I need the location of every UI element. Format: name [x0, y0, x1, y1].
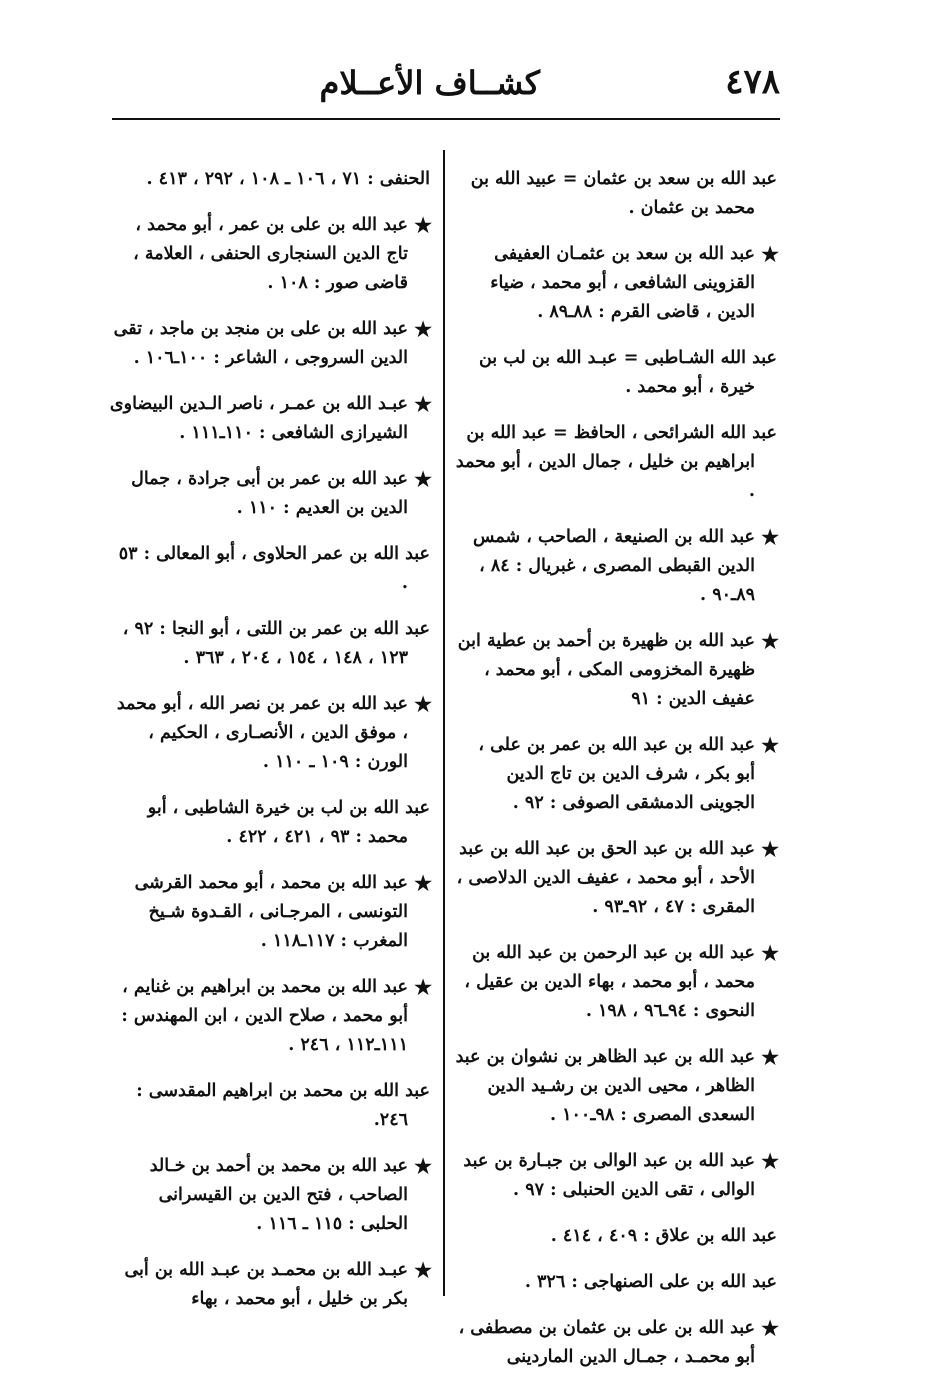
star-marker-icon: ★ [414, 1258, 432, 1282]
star-marker-icon: ★ [414, 467, 432, 491]
star-marker-icon: ★ [761, 1045, 779, 1069]
star-marker-icon: ★ [761, 941, 779, 965]
index-entry [108, 869, 430, 956]
page-header [100, 62, 780, 114]
index-entry-text: عبد الله بن على بن عثمان بن مصطفى ، أبو محمـد ، جمـال الدين الماردينى [458, 1318, 755, 1367]
index-entry-text: عبد الله بن سعد بن عثمان = عبيد الله بن محمد بن عثمان . [470, 169, 777, 218]
index-entry [455, 835, 777, 922]
index-entry-text: عبد الله بن الصنيعة ، الصاحب ، شمس الدين القبطى المصرى ، غبريال : ٨٤ ، ٨٩ـ٩٠ . [473, 527, 755, 605]
index-entry-text: عبد الله بن عبد الرحمن بن عبد الله بن محمد ، أبو محمد ، بهاء الدين بن عقيل ، النحوى : ٩٤ـ٩٦ ، ١٩٨ . [464, 943, 755, 1021]
index-entry-text: عبد الله بن عمر بن نصر الله ، أبو محمد ، موفق الدين ، الأنصـارى ، الحكيم ، الورن : ١٠٩ ـ ١١٠ . [116, 694, 408, 772]
index-entry [455, 731, 777, 818]
index-entry [455, 344, 777, 402]
index-entry-text: عبد الله بن عبد الله بن عمر بن على ، أبو بكر ، شرف الدين بن تاج الدين الجوينى الدمشقى الصوفى : ٩٢ . [478, 735, 755, 813]
index-entry [108, 615, 430, 673]
index-entry-text: عبد الله بن محمد ، أبو محمد القرشى التونسى ، المرجـانى ، القـدوة شـيخ المغرب : ١١٧ـ١١٨ . [134, 873, 408, 951]
index-entry-text: عبد الله بن عمر بن أبى جرادة ، جمال الدين بن العديم : ١١٠ . [131, 469, 408, 518]
index-entry [108, 390, 430, 448]
index-entry [455, 1268, 777, 1297]
star-marker-icon: ★ [761, 525, 779, 549]
index-entry [455, 1222, 777, 1251]
index-entry [108, 165, 430, 194]
index-entry-text: عبد الله بن سعد بن عثمـان العفيفى القزوينى الشافعى ، أبو محمد ، ضياء الدين ، قاضى القرم : ٨٨ـ٨٩ . [490, 244, 755, 322]
index-entry [455, 1147, 777, 1205]
star-marker-icon: ★ [761, 242, 779, 266]
index-entry [108, 1256, 430, 1314]
index-entry-text: عبد الله بن لب بن خيرة الشاطبى ، أبو محمد : ٩٣ ، ٤٢١ ، ٤٢٢ . [147, 798, 430, 847]
index-entry [108, 465, 430, 523]
star-marker-icon: ★ [761, 733, 779, 757]
header-rule [112, 118, 780, 120]
index-entry [455, 419, 777, 506]
star-marker-icon: ★ [414, 1154, 432, 1178]
index-entry-text: عبد الله بن على الصنهاجى : ٣٢٦ . [524, 1272, 777, 1292]
index-entry [108, 794, 430, 852]
star-marker-icon: ★ [761, 1149, 779, 1173]
running-title: كشــاف الأعــلام [319, 64, 540, 102]
index-entry-text: عبد الله بن ظهيرة بن أحمد بن عطية ابن ظهيرة المخزومى المكى ، أبو محمد ، عفيف الدين : ٩١ [457, 631, 755, 709]
index-entry [455, 1043, 777, 1130]
index-entry [108, 315, 430, 373]
index-entry-text: عبد الله بن علاق : ٤٠٩ ، ٤١٤ . [550, 1226, 777, 1246]
star-marker-icon: ★ [761, 837, 779, 861]
index-entry-text: عبد الله بن عمر بن اللتى ، أبو النجا : ٩٢ ، ١٢٣ ، ١٤٨ ، ١٥٤ ، ٢٠٤ ، ٣٦٣ . [122, 619, 430, 668]
index-entry-text: عبد الله بن عبد الحق بن عبد الله بن عبد الأحد ، أبو محمد ، عفيف الدين الدلاصى ، المقرى : ٤٧ ، ٩٢ـ٩٣ . [456, 839, 755, 917]
index-entry [455, 240, 777, 327]
index-entry-text: عبد الله الشـاطبى = عبـد الله بن لب بن خيرة ، أبو محمد . [478, 348, 777, 397]
star-marker-icon: ★ [414, 392, 432, 416]
star-marker-icon: ★ [761, 629, 779, 653]
index-entry-text: عبد الله بن عبد الظاهر بن نشوان بن عبد الظاهر ، محيى الدين بن رشـيد الدين السعدى المصرى : ٩٨ـ١٠٠ . [455, 1047, 755, 1125]
index-entry [108, 1077, 430, 1135]
index-entry-text: عبد الله بن محمد بن ابراهيم المقدسى : ٢٤٦. [136, 1081, 430, 1130]
index-entry-text: عبـد الله بن محمـد بن عبـد الله بن أبى بكر بن خليل ، أبو محمد ، بهاء [124, 1260, 408, 1309]
index-entry [455, 523, 777, 610]
index-entry-text: عبد الله بن محمد بن ابراهيم بن غنايم ، أبو محمد ، صلاح الدين ، ابن المهندس : ١١١ـ١١٢ ، ٢٤٦ . [121, 977, 408, 1055]
index-column-right [455, 165, 777, 1389]
index-entry-text: عبـد الله بن عمـر ، ناصر الـدين البيضاوى الشيرازى الشافعى : ١١٠ـ١١١ . [109, 394, 408, 443]
index-entry-text: الحنفى : ٧١ ، ١٠٦ ـ ١٠٨ ، ٢٩٢ ، ٤١٣ . [146, 169, 430, 189]
index-entry [455, 627, 777, 714]
index-entry [108, 540, 430, 598]
index-entry [108, 690, 430, 777]
star-marker-icon: ★ [414, 317, 432, 341]
index-entry-text: عبد الله الشرائحى ، الحافظ = عبد الله بن ابراهيم بن خليل ، جمال الدين ، أبو محمد . [455, 423, 777, 501]
star-marker-icon: ★ [414, 871, 432, 895]
index-entry-text: عبد الله بن محمد بن أحمد بن خـالد الصاحب ، فتح الدين بن القيسرانى الحلبى : ١١٥ ـ ١١٦ . [149, 1156, 408, 1234]
index-entry-text: عبد الله بن على بن منجد بن ماجد ، تقى الدين السروجى ، الشاعر : ١٠٠ـ١٠٦ . [113, 319, 408, 368]
index-entry-text: عبد الله بن على بن عمر ، أبو محمد ، تاج الدين السنجارى الحنفى ، العلامة ، قاضى صور : ١٠٨ . [133, 215, 408, 293]
star-marker-icon: ★ [761, 1316, 779, 1340]
star-marker-icon: ★ [414, 692, 432, 716]
index-entry [108, 973, 430, 1060]
index-entry-text: عبد الله بن عبد الوالى بن جبـارة بن عبد الوالى ، تقى الدين الحنبلى : ٩٧ . [463, 1151, 755, 1200]
index-entry [455, 1314, 777, 1372]
column-divider [443, 150, 445, 1296]
index-column-left [108, 165, 430, 1331]
page-number: ٤٧٨ [725, 62, 780, 102]
star-marker-icon: ★ [414, 213, 432, 237]
index-entry [108, 211, 430, 298]
index-entry [108, 1152, 430, 1239]
star-marker-icon: ★ [414, 975, 432, 999]
index-entry [455, 939, 777, 1026]
index-entry [455, 165, 777, 223]
index-entry-text: عبد الله بن عمر الحلاوى ، أبو المعالى : ٥٣ . [118, 544, 430, 593]
